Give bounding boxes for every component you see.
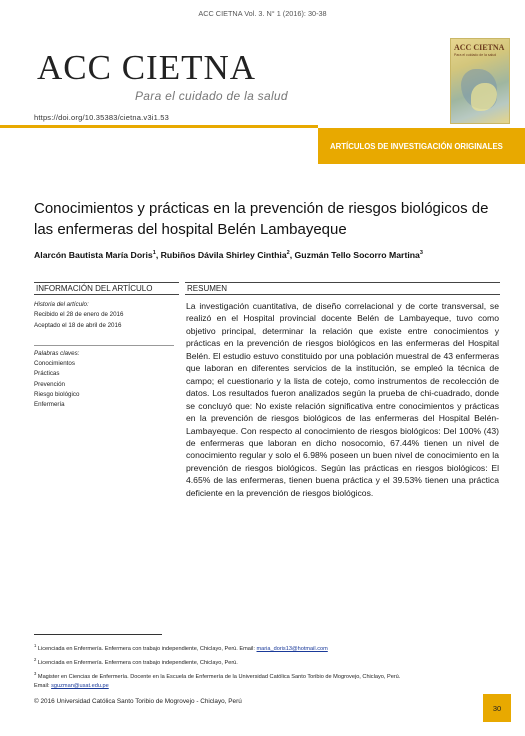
article-title: Conocimientos y prácticas en la prevención de riesgos biológicos de las enfermeras del hospital Belén Lambayeque: [34, 200, 489, 238]
footnote-email-link[interactable]: sguzman@usat.edu.pe: [51, 682, 109, 689]
keyword: Prevención: [34, 380, 65, 388]
cover-art-shape: [471, 83, 497, 111]
received-date: Recibido el 28 de enero de 2016: [34, 311, 124, 319]
footnote: [34, 641, 504, 654]
footnote-mark: 3: [34, 671, 37, 676]
section-rule: [34, 282, 500, 283]
footnote-mark: 2: [34, 657, 37, 662]
article-info-heading: INFORMACIÓN DEL ARTÍCULO: [36, 284, 153, 293]
page-number: 30: [483, 694, 511, 722]
journal-citation: ACC CIETNA Vol. 3. N° 1 (2016): 30-38: [198, 9, 327, 18]
section-rule: [34, 294, 500, 295]
author-affiliation-mark: 1: [152, 250, 156, 257]
keyword: Enfermería: [34, 401, 65, 409]
footnote: [34, 669, 504, 691]
abstract-heading: RESUMEN: [187, 284, 228, 293]
footnote-mark: 1: [34, 643, 37, 648]
accepted-date: Aceptado el 18 de abril de 2016: [34, 321, 122, 329]
header-divider: [0, 125, 318, 128]
author-name: Guzmán Tello Socorro Martina: [294, 250, 420, 260]
footnote-text: Licenciada en Enfermería. Enfermera con trabajo independiente, Chiclayo, Perú.: [37, 659, 238, 666]
article-info-panel: [34, 300, 174, 411]
cover-title: ACC CIETNA: [454, 43, 505, 52]
author-name: Rubiños Dávila Shirley Cinthia: [160, 250, 287, 260]
footnote-email-label: Email:: [34, 682, 52, 689]
author-affiliation-mark: 3: [419, 250, 423, 257]
copyright: © 2016 Universidad Católica Santo Toribio de Mogrovejo - Chiclayo, Perú: [34, 698, 242, 705]
abstract-text: La investigación cuantitativa, de diseño correlacional y de corte transversal, se realizó en el Hospital provincial docente Belén de Lambayeque, tuvo como objetivo principal, determinar la relación que existe entre conocimientos y prácticas en la prevención de riesgos biológicos en las enfermeras del Hospital Belén. El estudio estuvo constituido por una población muestral de 43 enfermeras que laboran en diferentes servicios de la institución, se empleó la técnica de campo; el cuestionario y la lista de cotejo, como instrumentos de recolección de datos. Los resultados fueron analizados según la prueba de chi-cuadrado, donde se concluyó que: No existe relación significativa entre conocimientos y prácticas en la prevención de riesgos biológicos de las enfermeras del Hospital Belén-Lambayeque. Con respecto al conocimiento de riesgos biológicos: Del 100% (43) de enfermeras que laboran en dicho nosocomio, 67.44% tienen un nivel de conocimiento regular y solo el 6.98% poseen un buen nivel de conocimiento en la prevención de riesgos biológicos. Según las prácticas en riesgos biológicos: El 4.65% de las enfermeras, tienen buena práctica y el 39.53% tienen una práctica deficiente en la prevención de riesgos biológicos.: [186, 301, 499, 498]
info-divider: [34, 345, 174, 346]
footnote-rule: [34, 634, 162, 635]
journal-cover-image: [450, 38, 510, 124]
footnote-text: Magister en Ciencias de Enfermería. Docente en la Escuela de Enfermería de la Universidad Católica Santo Toribio de Mogrovejo, Chiclayo, Perú.: [37, 673, 401, 680]
section-banner: ARTÍCULOS DE INVESTIGACIÓN ORIGINALES: [318, 128, 525, 164]
author-separator: ,: [155, 250, 161, 260]
footnote: [34, 655, 504, 668]
cover-subtitle: Para el cuidado de la salud: [454, 53, 497, 57]
doi-link[interactable]: https://doi.org/10.35383/cietna.v3i1.53: [34, 113, 169, 122]
footnote-email-link[interactable]: maria_doris13@hotmail.com: [256, 645, 328, 652]
keyword: Riesgo biológico: [34, 391, 80, 399]
journal-logo-text: ACC CIETNA: [37, 48, 257, 87]
author-list: [34, 250, 504, 260]
keyword: Prácticas: [34, 370, 60, 378]
keyword: Conocimientos: [34, 360, 75, 368]
author-separator: ,: [289, 250, 295, 260]
journal-tagline: Para el cuidado de la salud: [135, 89, 288, 103]
column-gap: [179, 280, 185, 298]
keywords-label: Palabras claves:: [34, 349, 80, 357]
footnote-text: Licenciada en Enfermería. Enfermera con trabajo independiente, Chiclayo, Perú. Email:: [37, 645, 257, 652]
author-affiliation-mark: 2: [286, 250, 290, 257]
author-name: Alarcón Bautista María Doris: [34, 250, 153, 260]
history-label: Historia del artículo:: [34, 301, 89, 308]
